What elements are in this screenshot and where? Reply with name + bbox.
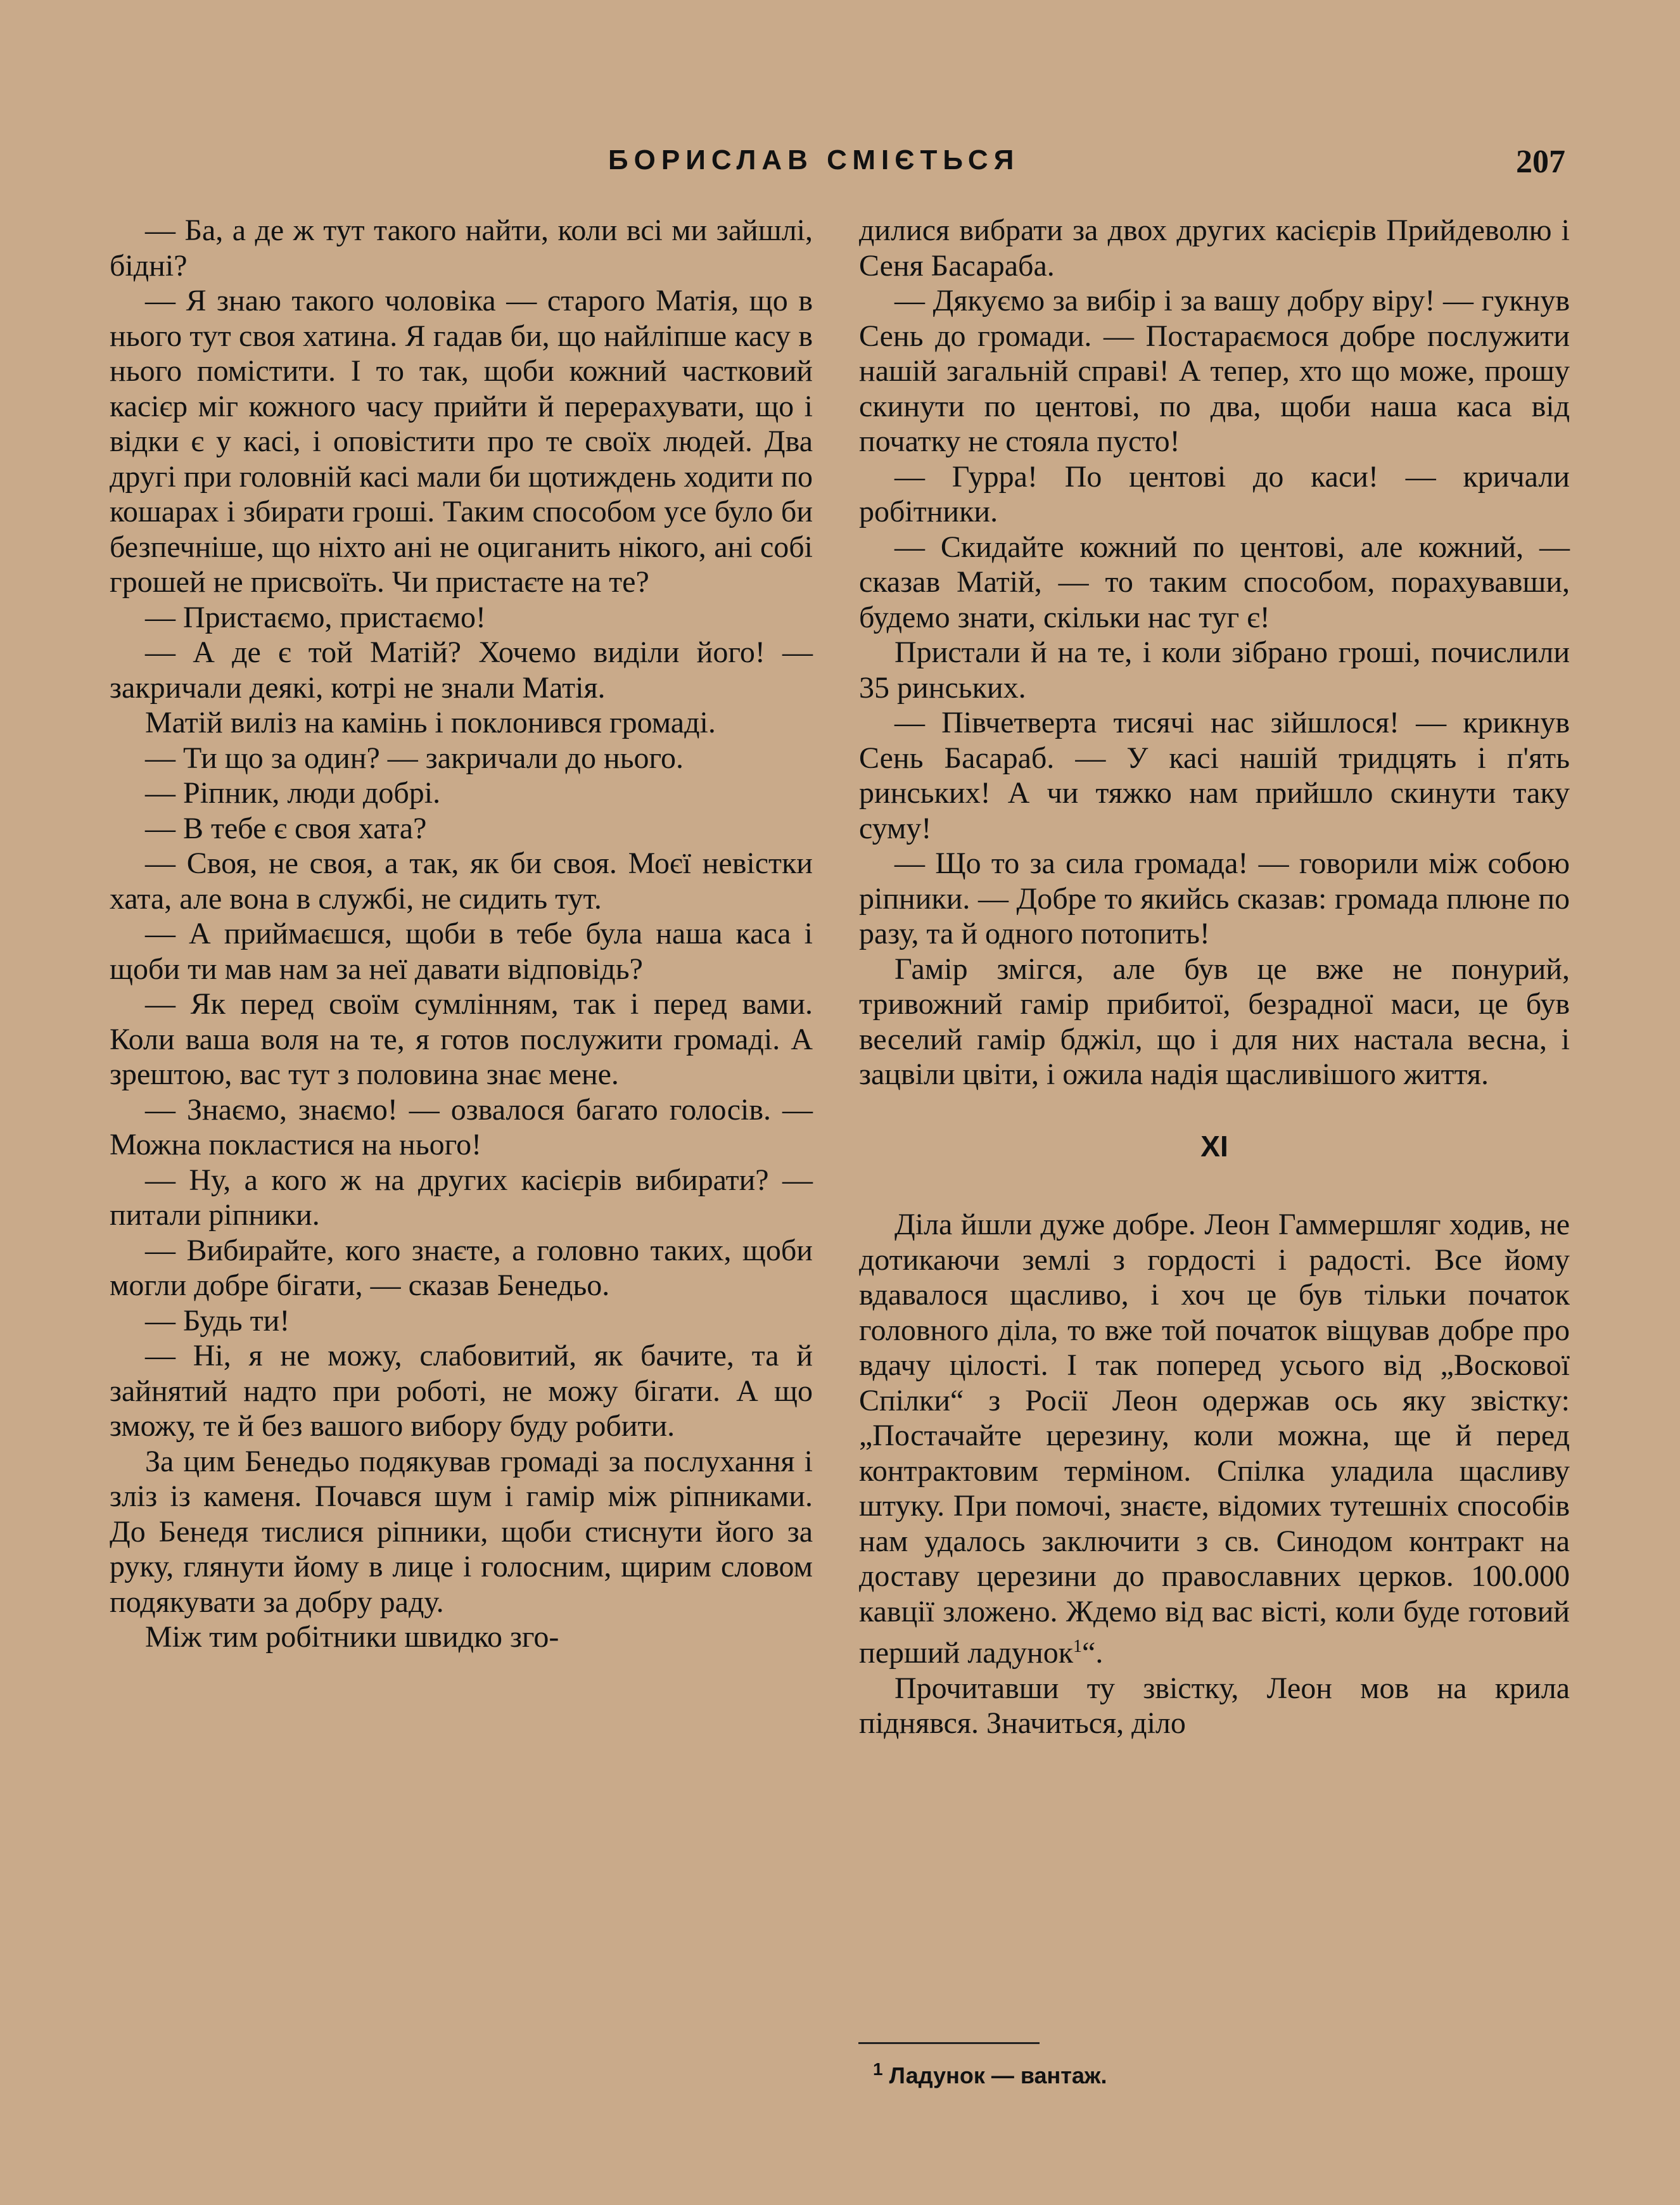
page-number: 207 <box>1516 144 1565 180</box>
paragraph: — Ні, я не можу, слабовитий, як бачите, та й зайнятий надто при роботі, не можу бігати. А що зможу, те й без вашого вибору буду робити. <box>110 1339 813 1443</box>
paragraph: Між тим робітники швидко зго- <box>145 1620 559 1654</box>
footnote-marker: 1 <box>873 2059 883 2079</box>
paragraph: — Що то за сила громада! — говорили між собою ріпники. — Добре то якийсь сказав: громада плюне по разу, та й одного потопить! <box>859 847 1570 950</box>
left-column <box>110 213 813 1655</box>
paragraph: Прочитавши ту звістку, Леон мов на крила піднявся. Значиться, діло <box>859 1671 1570 1740</box>
chapter-heading: XI <box>1200 1129 1228 1163</box>
paragraph: — Ти що за один? — закричали до нього. <box>145 741 684 775</box>
paragraph: — В тебе є своя хата? <box>145 811 427 845</box>
paragraph: Пристали й на те, і коли зібрано гроші, почислили 35 ринських. <box>859 636 1570 705</box>
paragraph: — Скидайте кожний по центові, але кожний, — сказав Матій, — то таким способом, порахувавши, будемо знати, скільки нас туг є! <box>859 530 1570 634</box>
paragraph: Гамір змігся, але був це вже не понурий, тривожний гамір прибитої, безрадної маси, це був веселий гамір бджіл, що і для них настала весна, і зацвіли цвіти, і ожила надія щасливішого життя. <box>859 952 1570 1091</box>
paragraph: — Я знаю такого чоловіка — старого Матія, що в нього тут своя хатина. Я гадав би, що найліпше касу в нього помістити. І то так, щоби кожний частковий касієр міг кожного часу прийти й перерахувати, що і відки є у касі, і оповістити про те своїх людей. Два другі при головній касі мали би щотиждень ходити по кошарах і збирати гроші. Таким способом усе було би безпечніше, що ніхто ані не оциганить нікого, ані собі грошей не присвоїть. Чи пристаєте на те? <box>110 284 813 599</box>
paragraph <box>859 1207 1570 1671</box>
paragraph: За цим Бенедьо подякував громаді за послухання і зліз із каменя. Почався шум і гамір між ріпниками. До Бенедя тислися ріпники, щоби стиснути його за руку, глянути йому в лице і голосним, щирим словом подякувати за добру раду. <box>110 1444 813 1619</box>
paragraph: — Ріпник, люди добрі. <box>145 776 441 810</box>
paragraph: — А приймаєшся, щоби в тебе була наша каса і щоби ти мав нам за неї давати відповідь? <box>110 917 813 986</box>
paragraph: — Ба, а де ж тут такого найти, коли всі ми зайшлі, бідні? <box>110 214 813 283</box>
footnote-reference: 1 <box>1073 1637 1083 1656</box>
paragraph: — Своя, не своя, а так, як би своя. Моєї невістки хата, але вона в службі, не сидить тут. <box>110 847 813 916</box>
paragraph: — Ну, а кого ж на других касієрів вибирати? — питали ріпники. <box>110 1163 813 1232</box>
paragraph: — Дякуємо за вибір і за вашу добру віру! — гукнув Сень до громади. — Постараємося добре послужити нашій загальній справі! А тепер, хто що може, прошу скинути по центові, по два, щоби наша каса від початку не стояла пусто! <box>859 284 1570 458</box>
closing-quote: “. <box>1082 1636 1104 1670</box>
footnote <box>873 2059 1107 2089</box>
right-column <box>859 213 1570 1741</box>
paragraph: — А де є той Матій? Хочемо виділи його! — закричали деякі, котрі не знали Матія. <box>110 636 813 705</box>
running-header: БОРИСЛАВ СМІЄТЬСЯ <box>608 144 1020 176</box>
paragraph: Матій виліз на камінь і поклонився громаді. <box>145 706 716 739</box>
footnote-divider <box>858 2042 1040 2044</box>
paragraph: — Будь ти! <box>145 1303 290 1338</box>
paragraph: — Півчетверта тисячі нас зійшлося! — крикнув Сень Басараб. — У касі нашій тридцять і п'ять ринських! А чи тяжко нам прийшло скинути таку суму! <box>859 706 1570 845</box>
footnote-text: Ладунок — вантаж. <box>889 2062 1107 2088</box>
paragraph: — Пристаємо, пристаємо! <box>145 600 487 634</box>
paragraph-continued: дилися вибрати за двох других касієрів Прийдеволю і Сеня Басараба. <box>859 214 1570 283</box>
paragraph: — Гурра! По центові до каси! — кричали робітники. <box>859 459 1570 528</box>
paragraph: — Як перед своїм сумлінням, так і перед вами. Коли ваша воля на те, я готов послужити громаді. А зрештою, вас тут з половина знає мене. <box>110 987 813 1091</box>
paragraph: — Знаємо, знаємо! — озвалося багато голосів. — Можна покластися на нього! <box>110 1092 813 1161</box>
paragraph: — Вибирайте, кого знаєте, а головно таких, щоби могли добре бігати, — сказав Бенедьо. <box>110 1233 813 1302</box>
paragraph-text: Діла йшли дуже добре. Леон Гаммершляг ходив, не дотикаючи землі з гордості і радості. Все йому вдавалося щасливо, і хоч це був тільки початок головного діла, то вже той початок віщував добре про вдачу цілості. І так поперед усього від „Воскової Спілки“ з Росії Леон одержав ось яку звістку: „Постачайте церезину, коли можна, ще й перед контрактовим терміном. Спілка уладила щасливу штуку. При помочі, знаєте, відомих тутешніх способів нам удалось заключити з св. Синодом контракт на доставу церезини до православних церков. 100.000 кавції зложено. Ждемо від вас вісті, коли буде готовий перший ладунок <box>859 1208 1570 1670</box>
